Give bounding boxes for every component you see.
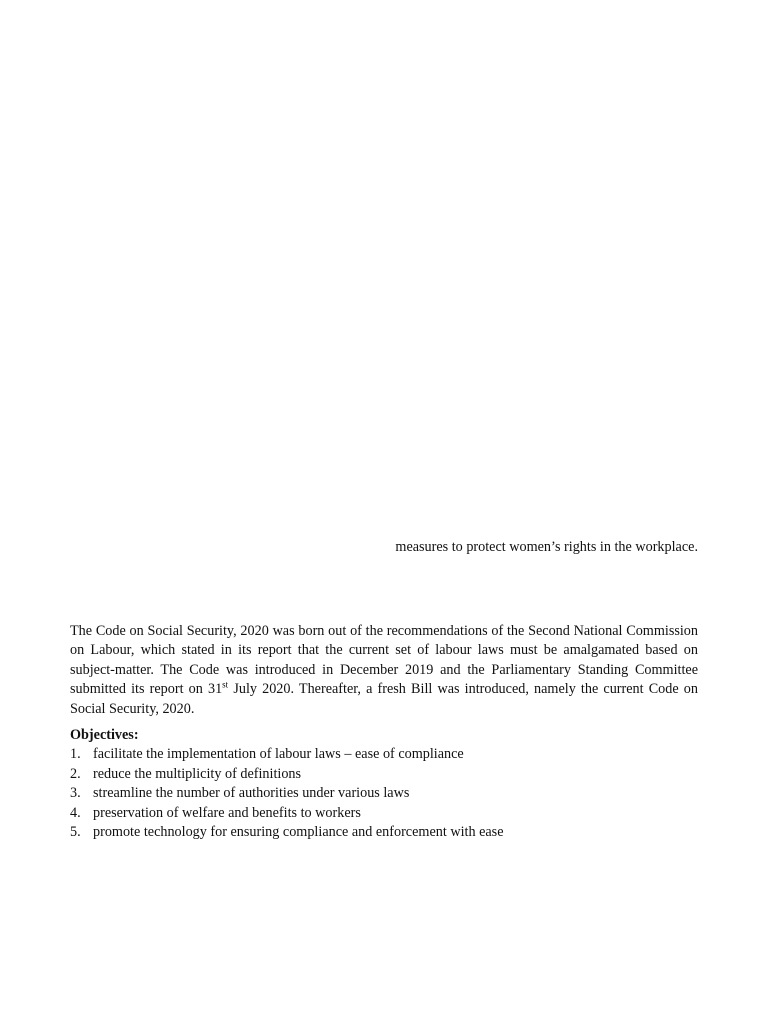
- objective-item: [70, 745, 698, 764]
- objective-number: 5.: [70, 824, 81, 841]
- objective-number: 2.: [70, 765, 81, 782]
- objective-number: 3.: [70, 785, 81, 802]
- objective-item: [70, 765, 698, 784]
- objective-text: reduce the multiplicity of definitions: [93, 765, 302, 782]
- objective-number: 4.: [70, 804, 81, 821]
- objectives-section: [70, 726, 698, 842]
- objective-text: facilitate the implementation of labour laws – ease of compliance: [93, 746, 464, 763]
- objective-text: promote technology for ensuring compliance and enforcement with ease: [93, 824, 504, 841]
- paragraph-text-part-2: July 2020. Thereafter, a fresh Bill was introduced, namely the current Code on Social Security, 2020.: [70, 681, 698, 717]
- objectives-list: [70, 745, 698, 842]
- objective-item: [70, 804, 698, 823]
- objective-number: 1.: [70, 746, 81, 763]
- objective-text: preservation of welfare and benefits to workers: [93, 804, 361, 821]
- objective-item: [70, 784, 698, 803]
- objectives-heading: Objectives:: [70, 727, 139, 743]
- ordinal-superscript: st: [222, 679, 229, 690]
- paragraph-text-part-1: The Code on Social Security, 2020 was born out of the recommendations of the Second National Commission on Labour, which stated in its report that the current set of labour laws must be amalgamated based on subject-matter. The Code was introduced in December 2019 and the Parliamentary Standing Committee submitted its report on 31: [70, 623, 698, 698]
- objective-item: [70, 823, 698, 842]
- fragment-line: measures to protect women’s rights in the workplace.: [395, 539, 698, 555]
- objective-text: streamline the number of authorities under various laws: [93, 785, 410, 802]
- intro-paragraph: [70, 622, 698, 719]
